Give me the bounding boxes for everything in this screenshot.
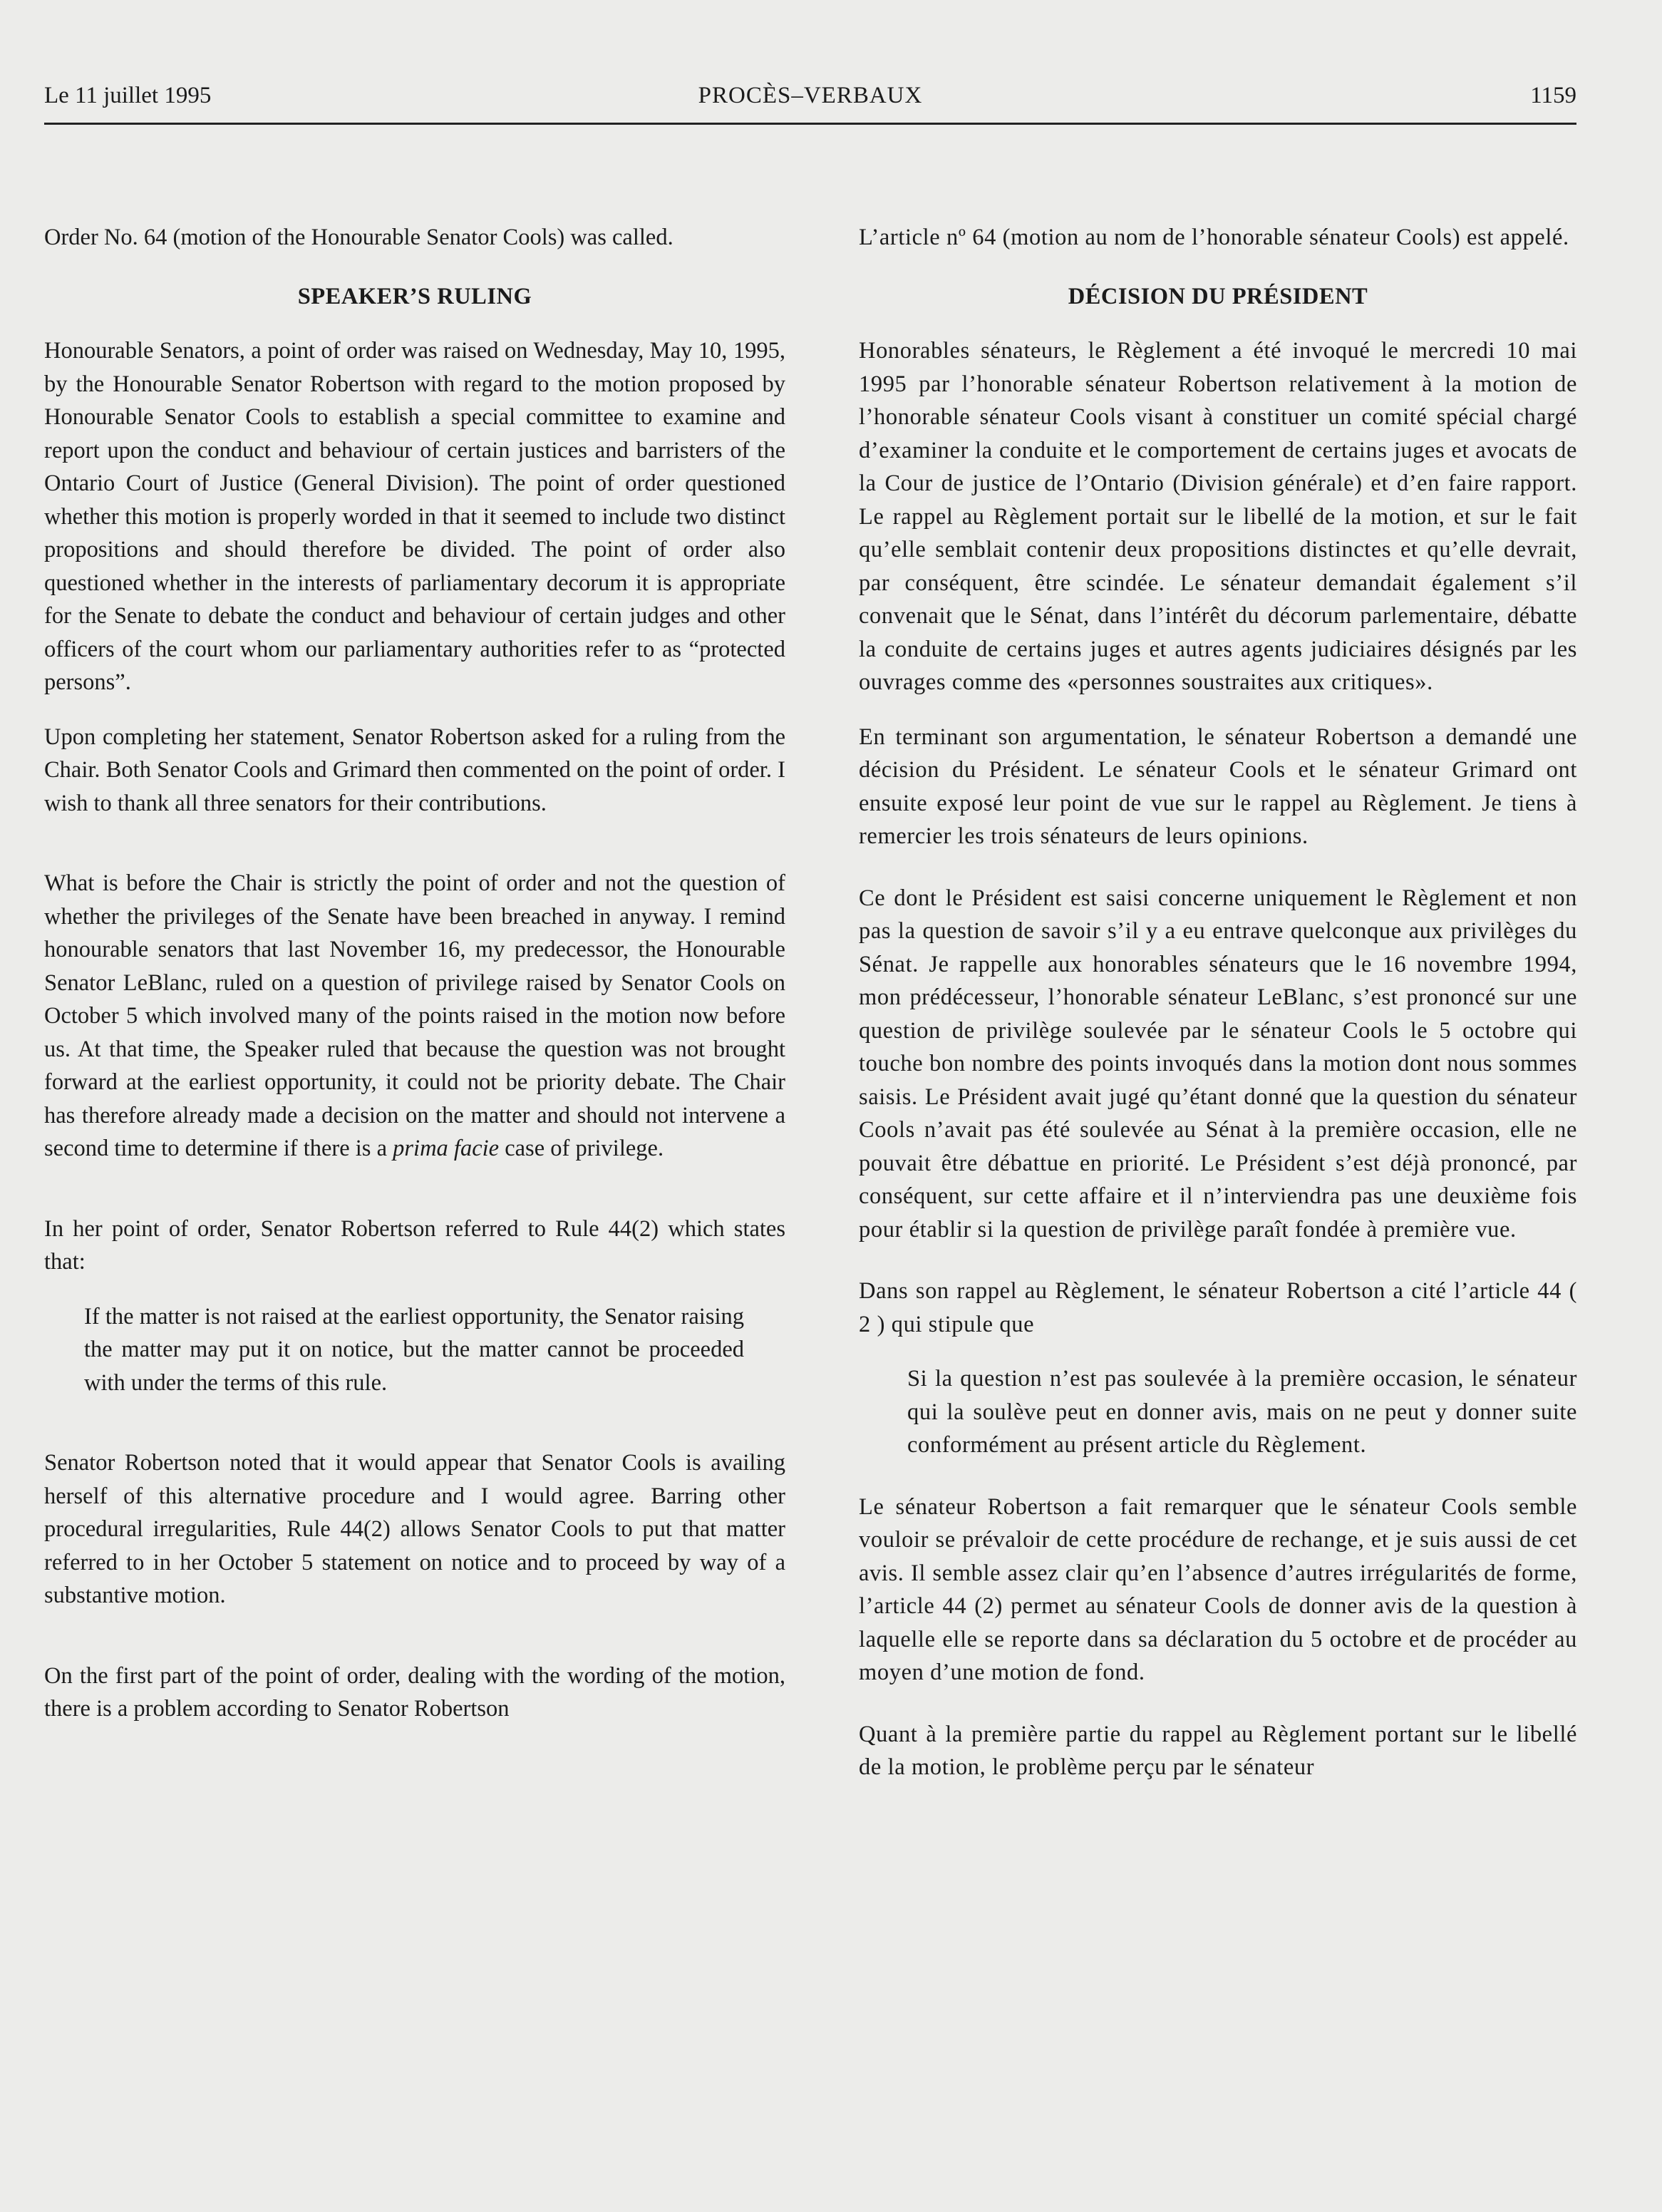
page-header [44, 80, 1576, 125]
alternative-procedure-paragraph: Senator Robertson noted that it would appear that Senator Cools is availing herself of this alternative procedure and I would agree. Barring other procedural irregularities, Rule 44(2) allows Senator Cools to put that matter referred to in her October 5 statement on notice and to proceed by way of a substantive motion. [44, 1450, 785, 1608]
rule-reference-paragraph: In her point of order, Senator Robertson referred to Rule 44(2) which states that: [44, 1215, 785, 1275]
decision-heading: DÉCISION DU PRÉSIDENT [1068, 283, 1368, 309]
article-quote: Si la question n’est pas soulevée à la première occasion, le sénateur qui la soulève peut en donner avis, mais on ne peut y donner suite conformément au présent article du Règlement. [907, 1366, 1577, 1458]
chair-paragraph-end: case of privilege. [499, 1136, 664, 1161]
header-date: Le 11 juillet 1995 [44, 83, 212, 108]
procedure-paragraph: Le sénateur Robertson a fait remarquer que le sénateur Cools semble vouloir se prévaloir de cette procédure de rechange, et je suis aussi de cet avis. Il semble assez clair qu’en l’absence d’autres irrégularités de forme, l’article 44 (2) permet au sénateur Cools de donner avis de la question à laquelle elle se reporte dans sa déclaration du 5 octobre et de procéder au moyen d’une motion de fond. [859, 1493, 1577, 1685]
order-called-paragraph: Order No. 64 (motion of the Honourable Senator Cools) was called. [44, 225, 673, 250]
reglement-paragraph: Honorables sénateurs, le Règlement a été invoqué le mercredi 10 mai 1995 par l’honorable sénateur Robertson relativement à la motion de l’honorable sénateur Cools visant à constituer un comité spécial chargé d’examiner la conduite et le comportement de certains juges et avocats de la Cour de justice de l’Ontario (Division générale) et d’en faire rapport. Le rappel au Règlement portait sur le libellé de la motion, et sur le fait qu’elle semblait contenir deux propositions distinctes et qu’elle devrait, par conséquent, être scindée. Le sénateur demandait également s’il convenait que le Sénat, dans l’intérêt du décorum parlementaire, débatte la conduite de certains juges et autres agents judiciaires désignés par les ouvrages comme des «personnes soustraites aux critiques». [859, 338, 1577, 695]
chair-paragraph-text: What is before the Chair is strictly the point of order and not the question of whether the privileges of the Senate have been breached in anyway. I remind honourable senators that last November 16, my predecessor, the Honourable Senator LeBlanc, ruled on a question of privilege raised by Senator Cools on October 5 which involved many of the points raised in the motion now before us. At that time, the Speaker ruled that because the question was not brought forward at the earliest opportunity, it could not be priority debate. The Chair has therefore already made a decision on the matter and should not intervene a second time to determine if there is a [44, 870, 785, 1161]
article-reference-paragraph: Dans son rappel au Règlement, le sénateur Robertson a cité l’article 44 ( 2 ) qui stipule que [859, 1278, 1577, 1337]
libelle-paragraph: Quant à la première partie du rappel au Règlement portant sur le libellé de la motion, le problème perçu par le sénateur [859, 1721, 1577, 1780]
rule-quote: If the matter is not raised at the earliest opportunity, the Senator raising the matter may put it on notice, but the matter cannot be proceeded with under the terms of this rule. [84, 1303, 744, 1396]
point-of-order-paragraph: Honourable Senators, a point of order was raised on Wednesday, May 10, 1995, by the Honourable Senator Robertson with regard to the motion proposed by Honourable Senator Cools to establish a special committee to examine and report upon the conduct and behaviour of certain justices and barristers of the Ontario Court of Justice (General Division). The point of order questioned whether this motion is properly worded in that it seemed to include two distinct propositions and should therefore be divided. The point of order also questioned whether in the interests of parliamentary decorum it is appropriate for the Senate to debate the conduct and behaviour of certain judges and other officers of the court whom our parliamentary authorities refer to as “protected persons”. [44, 338, 785, 695]
speakers-ruling-heading: SPEAKER’S RULING [297, 283, 532, 309]
statement-paragraph: Upon completing her statement, Senator Robertson asked for a ruling from the Chair. Both Senator Cools and Grimard then commented on the point of order. I wish to thank all three senators for their contributions. [44, 724, 785, 816]
header-title: PROCÈS–VERBAUX [698, 83, 923, 108]
article-appele-paragraph: L’article nº 64 (motion au nom de l’honorable sénateur Cools) est appelé. [859, 225, 1569, 250]
wording-paragraph: On the first part of the point of order, dealing with the wording of the motion, there is a problem according to Senator Robertson [44, 1662, 785, 1722]
chair-paragraph [44, 867, 785, 1166]
prima-facie-term: prima facie [393, 1136, 500, 1161]
french-column [859, 221, 1577, 1784]
english-column [44, 221, 785, 1726]
argumentation-paragraph: En terminant son argumentation, le sénateur Robertson a demandé une décision du Président. Le sénateur Cools et le sénateur Grimard ont ensuite exposé leur point de vue sur le rappel au Règlement. Je tiens à remercier les trois sénateurs de leurs opinions. [859, 724, 1577, 849]
page-number: 1159 [1530, 83, 1576, 108]
president-paragraph: Ce dont le Président est saisi concerne uniquement le Règlement et non pas la question de savoir s’il y a eu entrave quelconque aux privilèges du Sénat. Je rappelle aux honorables sénateurs que le 16 novembre 1994, mon prédécesseur, l’honorable sénateur LeBlanc, s’est prononcé sur une question de privilège soulevée par le sénateur Cools le 5 octobre qui touche bon nombre des points invoqués dans la motion dont nous sommes saisis. Le Président avait jugé qu’étant donné que la question du sénateur Cools n’avait pas été soulevée au Sénat à la première occasion, elle ne pouvait être débattue en priorité. Le Président s’est déjà prononcé, par conséquent, sur cette affaire et il n’interviendra pas une deuxième fois pour établir si la question de privilège paraît fondée à première vue. [859, 885, 1577, 1243]
